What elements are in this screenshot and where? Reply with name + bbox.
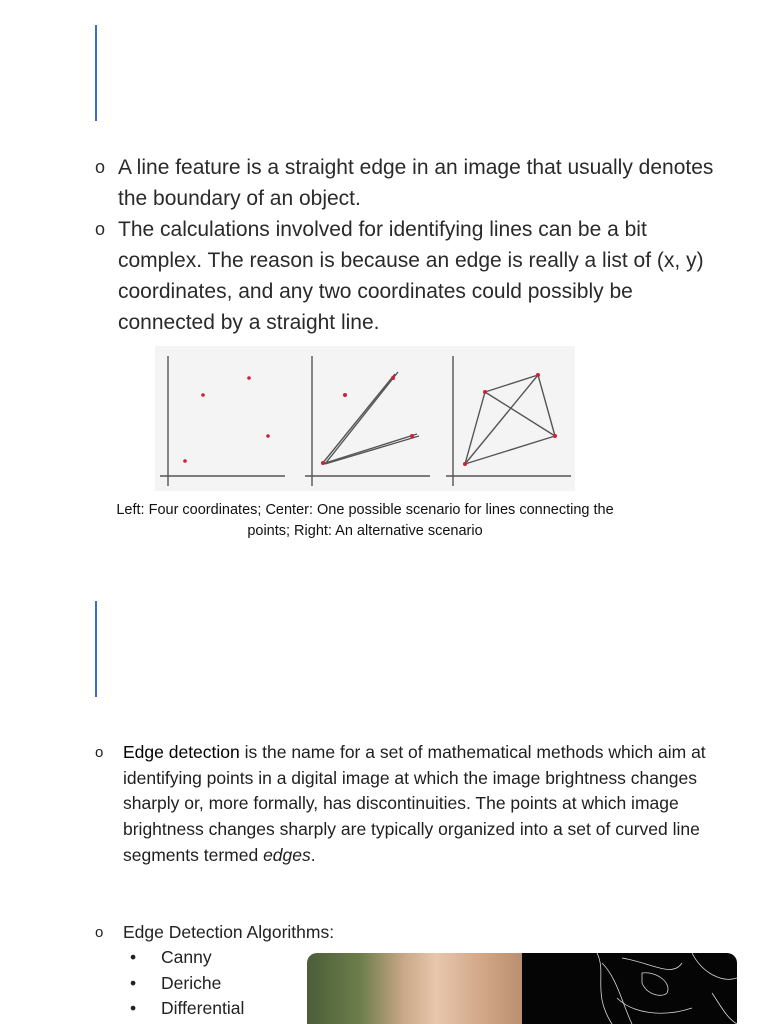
bullet-item bbox=[95, 152, 715, 214]
line-feature-bullets bbox=[95, 152, 715, 338]
panel3-line-6 bbox=[465, 375, 538, 464]
caption-line-1: Left: Four coordinates; Center: One possible scenario for lines connecting the bbox=[116, 502, 614, 518]
panel3-point bbox=[553, 434, 557, 438]
panel1-point bbox=[183, 459, 187, 463]
edge-lines bbox=[522, 953, 737, 1024]
algorithm-name: Deriche bbox=[161, 972, 222, 993]
caption-line-2: points; Right: An alternative scenario bbox=[247, 523, 483, 539]
panel1-point bbox=[201, 393, 205, 397]
panel3-line-1 bbox=[465, 392, 485, 464]
edges-word: edges bbox=[263, 844, 311, 865]
sub-bullet: • bbox=[130, 972, 137, 993]
panel1-point bbox=[266, 434, 270, 438]
bullet-marker: o bbox=[95, 157, 106, 177]
panel2-point bbox=[343, 393, 347, 397]
sub-bullet: • bbox=[130, 998, 137, 1018]
original-photo bbox=[307, 953, 522, 1024]
edge-map-photo bbox=[522, 953, 737, 1024]
period: . bbox=[310, 844, 316, 865]
panel3-point bbox=[483, 390, 487, 394]
panel2-point bbox=[391, 376, 395, 380]
edge-detection-term: Edge detection bbox=[123, 742, 240, 762]
edge-detection-definition: is the name for a set of mathematical methods which aim at identifying points in a digital image at which the image brightness changes sharply or, more formally, has discontinuities. The points at which image brightness changes sharply are typically organized into a set of curved line segments termed bbox=[123, 742, 706, 865]
bullet-text: The calculations involved for identifying lines can be a bit complex. The reason is because an edge is really a list of (x, y) coordinates, and any two coordinates could possibly be connected by a straight line. bbox=[118, 218, 704, 334]
bullet-marker: o bbox=[95, 219, 106, 239]
algorithms-list bbox=[95, 920, 334, 1022]
panel2-line-a2 bbox=[325, 372, 398, 464]
figure-svg bbox=[155, 346, 575, 491]
panel3-point bbox=[463, 462, 467, 466]
algorithm-item bbox=[95, 971, 334, 997]
line-scenarios-figure bbox=[155, 346, 575, 491]
section-accent-bar-1 bbox=[95, 25, 97, 121]
algorithm-name: Canny bbox=[161, 947, 212, 967]
algorithm-item bbox=[95, 996, 334, 1022]
edge-detection-paragraph bbox=[123, 740, 715, 869]
panel3-line-2 bbox=[465, 436, 555, 464]
bullet-marker: o bbox=[95, 924, 104, 941]
algorithm-name: Differential bbox=[161, 998, 245, 1018]
panel3-line-3 bbox=[485, 375, 538, 392]
section-accent-bar-2 bbox=[95, 601, 97, 697]
panel2-point bbox=[321, 461, 325, 465]
bullet-marker: o bbox=[95, 744, 104, 761]
panel2-point bbox=[410, 434, 414, 438]
bullet-text: A line feature is a straight edge in an image that usually denotes the boundary of an object. bbox=[118, 156, 714, 210]
edge-detection-example-image bbox=[307, 953, 737, 1024]
bullet-item bbox=[95, 214, 715, 338]
panel2-line-a bbox=[322, 374, 395, 464]
sub-bullet: • bbox=[130, 947, 137, 967]
panel1-point bbox=[247, 376, 251, 380]
edge-detection-bullets bbox=[95, 740, 715, 869]
algorithms-heading: Edge Detection Algorithms: bbox=[123, 922, 335, 942]
algorithm-item bbox=[95, 945, 334, 971]
panel3-point bbox=[536, 373, 540, 377]
bullet-item bbox=[95, 740, 715, 869]
figure-caption bbox=[95, 500, 635, 542]
panel2-line-b2 bbox=[325, 436, 419, 464]
algorithms-heading-row bbox=[95, 920, 334, 945]
